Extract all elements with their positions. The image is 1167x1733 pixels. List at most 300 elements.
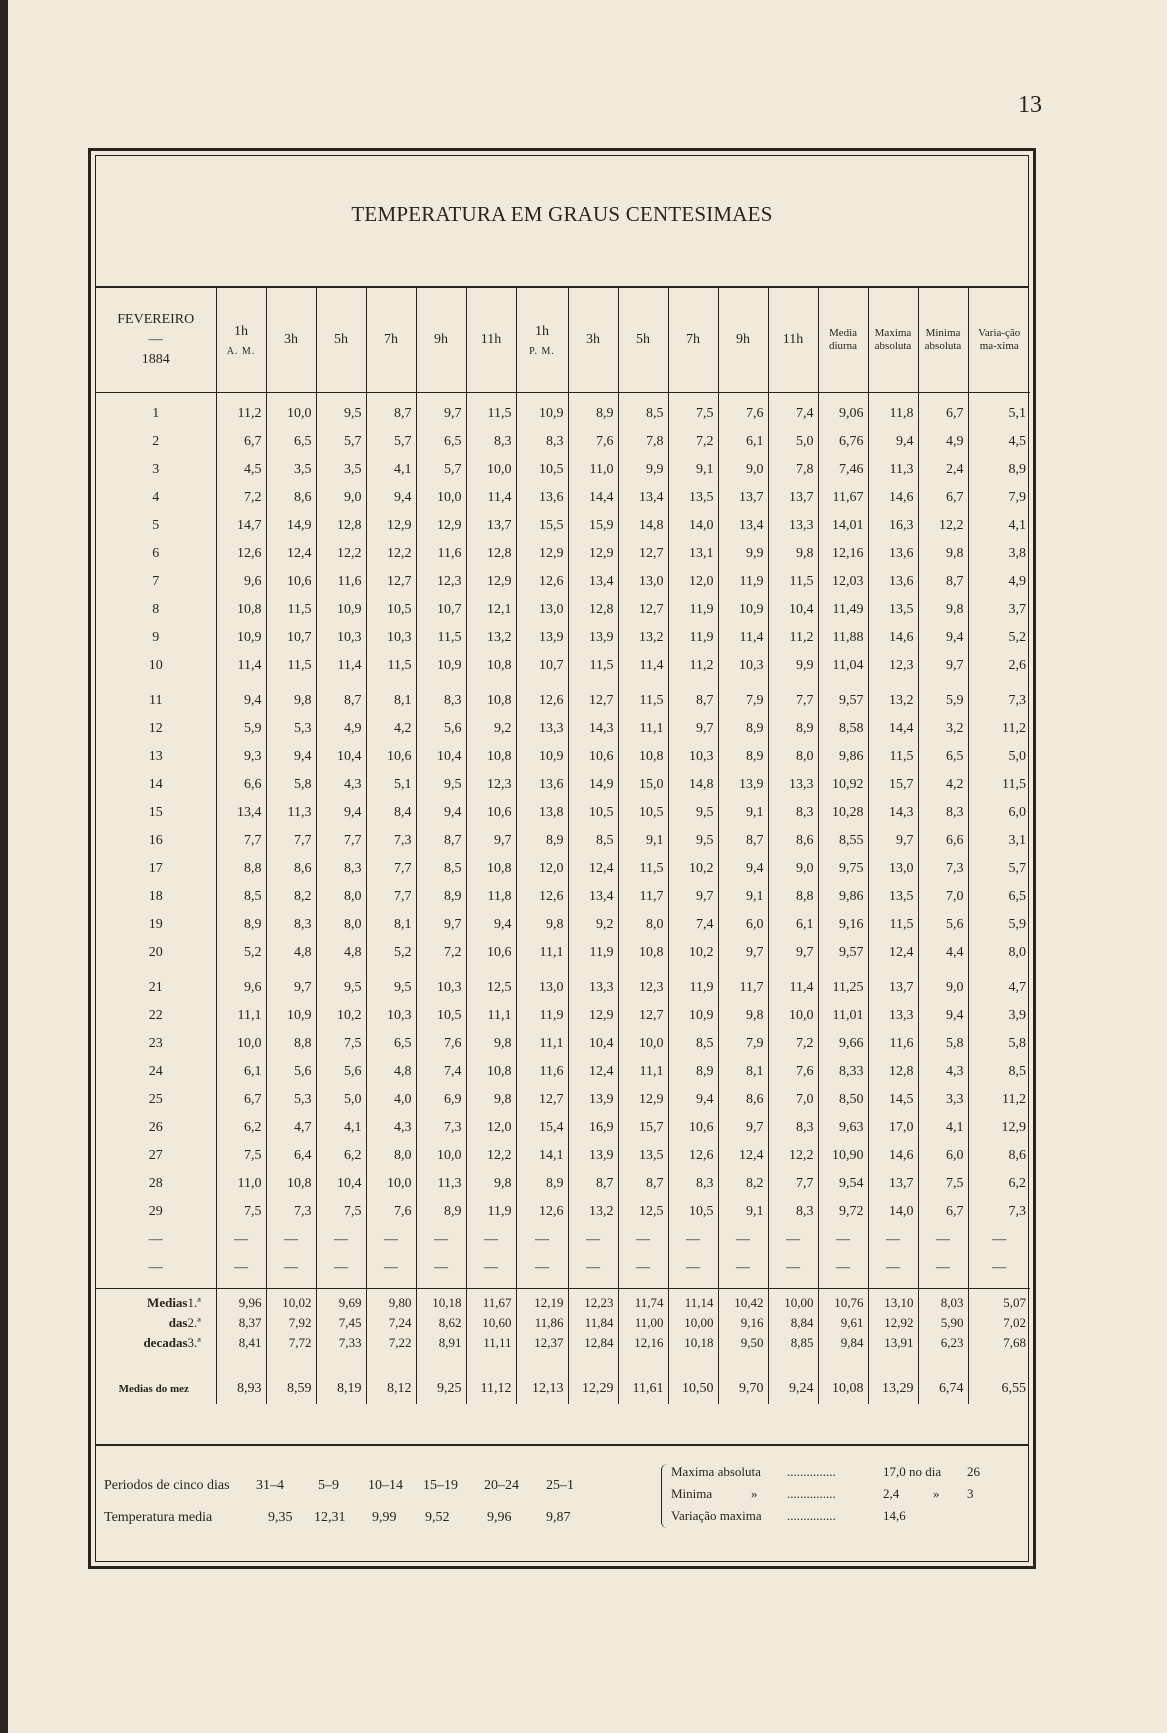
value-cell: 9,7	[718, 939, 768, 967]
spacer-cell	[718, 1360, 768, 1367]
value-cell: 11,9	[568, 939, 618, 967]
spacer-cell	[568, 1353, 618, 1360]
spacer-cell	[718, 680, 768, 687]
value-cell: 11,88	[818, 624, 868, 652]
spacer-cell	[216, 1367, 266, 1374]
period-temp: 9,87	[546, 1510, 571, 1525]
decade-value: 10,42	[718, 1293, 768, 1313]
dash-cell: —	[768, 1226, 818, 1254]
table-row	[96, 687, 1030, 715]
dash-cell: —	[718, 1254, 768, 1282]
decade-value: 11,84	[568, 1313, 618, 1333]
month-mean-value: 9,24	[768, 1374, 818, 1404]
dash-cell: —	[316, 1226, 366, 1254]
column-header	[618, 288, 668, 393]
value-cell: 10,0	[266, 400, 316, 428]
column-header-label: 5h	[334, 332, 348, 347]
value-cell: 6,7	[918, 484, 968, 512]
value-cell: 5,3	[266, 1086, 316, 1114]
value-cell: 9,7	[718, 1114, 768, 1142]
value-cell: 7,7	[366, 855, 416, 883]
value-cell: 11,5	[568, 652, 618, 680]
summary-separator	[96, 1444, 1028, 1446]
value-cell: 12,3	[868, 652, 918, 680]
value-cell: 11,5	[366, 652, 416, 680]
spacer-cell	[768, 680, 818, 687]
value-cell: 6,6	[216, 771, 266, 799]
decade-value: 7,92	[266, 1313, 316, 1333]
value-cell: 5,8	[918, 1030, 968, 1058]
value-cell: 9,06	[818, 400, 868, 428]
value-cell: 8,6	[718, 1086, 768, 1114]
value-cell: 6,5	[968, 883, 1030, 911]
table-row	[96, 974, 1030, 1002]
day-cell: 11	[149, 693, 163, 708]
value-cell: 10,8	[466, 652, 516, 680]
value-cell: 12,7	[618, 540, 668, 568]
value-cell: 5,6	[266, 1058, 316, 1086]
dash-cell: —	[366, 1226, 416, 1254]
decade-value: 11,14	[668, 1293, 718, 1313]
column-header-period: A. M.	[226, 345, 256, 357]
spacer-cell	[668, 1367, 718, 1374]
value-cell: 11,25	[818, 974, 868, 1002]
value-cell: 9,6	[216, 974, 266, 1002]
spacer-cell	[416, 1367, 466, 1374]
extreme-min-day: 3	[967, 1486, 974, 1501]
value-cell: 12,6	[668, 1142, 718, 1170]
column-header-label: Varia-ção ma-xima	[978, 327, 1021, 352]
value-cell: 4,1	[968, 512, 1030, 540]
day-cell: 16	[148, 833, 163, 848]
column-header	[516, 288, 568, 393]
value-cell: 12,1	[466, 596, 516, 624]
decade-value: 5,07	[968, 1293, 1030, 1313]
spacer-cell	[868, 680, 918, 687]
extreme-min-value: 2,4	[883, 1486, 900, 1501]
table-row	[96, 512, 1030, 540]
value-cell: 4,2	[366, 715, 416, 743]
value-cell: 11,3	[266, 799, 316, 827]
decade-value: 9,96	[216, 1293, 266, 1313]
dash-cell: —	[668, 1226, 718, 1254]
spacer-cell	[868, 967, 918, 974]
value-cell: 12,3	[618, 974, 668, 1002]
table-row	[96, 1058, 1030, 1086]
value-cell: 12,2	[918, 512, 968, 540]
value-cell: 7,7	[768, 1170, 818, 1198]
day-cell: 25	[148, 1092, 163, 1107]
value-cell: 11,4	[768, 974, 818, 1002]
decade-ordinal: 3.ª	[187, 1335, 201, 1350]
value-cell: 14,1	[516, 1142, 568, 1170]
dash-cell: —	[768, 1254, 818, 1282]
value-cell: 6,9	[416, 1086, 466, 1114]
value-cell: 11,1	[516, 1030, 568, 1058]
value-cell: 5,9	[216, 715, 266, 743]
spacer-cell	[416, 680, 466, 687]
value-cell: 9,7	[768, 939, 818, 967]
value-cell: 4,9	[316, 715, 366, 743]
column-header-label: Media diurna	[828, 327, 858, 352]
value-cell: 7,0	[918, 883, 968, 911]
day-cell: 8	[152, 602, 160, 617]
value-cell: 13,3	[868, 1002, 918, 1030]
value-cell: 11,5	[868, 743, 918, 771]
value-cell: 12,9	[366, 512, 416, 540]
value-cell: 9,3	[216, 743, 266, 771]
value-cell: 7,3	[416, 1114, 466, 1142]
value-cell: 11,2	[216, 400, 266, 428]
value-cell: 8,8	[768, 883, 818, 911]
month-means-label: Medias do mez	[118, 1383, 189, 1395]
value-cell: 3,2	[918, 715, 968, 743]
value-cell: 3,1	[968, 827, 1030, 855]
value-cell: 9,1	[718, 1198, 768, 1226]
value-cell: 4,9	[968, 568, 1030, 596]
value-cell: 7,2	[668, 428, 718, 456]
value-cell: 12,6	[216, 540, 266, 568]
value-cell: 8,1	[366, 687, 416, 715]
value-cell: 4,2	[918, 771, 968, 799]
value-cell: 8,3	[516, 428, 568, 456]
decade-value: 12,84	[568, 1333, 618, 1353]
value-cell: 16,3	[868, 512, 918, 540]
value-cell: 11,1	[618, 1058, 668, 1086]
spacer-cell	[618, 393, 668, 401]
value-cell: 11,1	[618, 715, 668, 743]
value-cell: 13,1	[668, 540, 718, 568]
extreme-max-label: Maxima absoluta	[671, 1464, 761, 1479]
value-cell: 5,8	[266, 771, 316, 799]
value-cell: 10,8	[466, 743, 516, 771]
value-cell: 10,3	[416, 974, 466, 1002]
value-cell: 9,4	[668, 1086, 718, 1114]
dash-cell: —	[618, 1226, 668, 1254]
spacer-cell	[968, 393, 1030, 401]
value-cell: 5,6	[416, 715, 466, 743]
spacer-cell	[868, 393, 918, 401]
value-cell: 13,4	[568, 883, 618, 911]
value-cell: 13,7	[768, 484, 818, 512]
value-cell: 11,1	[466, 1002, 516, 1030]
value-cell: 13,2	[568, 1198, 618, 1226]
value-cell: 12,16	[818, 540, 868, 568]
value-cell: 6,5	[918, 743, 968, 771]
value-cell: 13,5	[668, 484, 718, 512]
spacer-cell	[466, 393, 516, 401]
value-cell: 12,3	[416, 568, 466, 596]
value-cell: 9,4	[316, 799, 366, 827]
value-cell: 8,1	[718, 1058, 768, 1086]
decade-value: 9,69	[316, 1293, 366, 1313]
value-cell: 10,0	[618, 1030, 668, 1058]
period-temp-label: Temperatura media	[104, 1510, 213, 1525]
value-cell: 13,4	[718, 512, 768, 540]
value-cell: 9,75	[818, 855, 868, 883]
spacer-cell	[568, 393, 618, 401]
dash-cell: —	[466, 1226, 516, 1254]
value-cell: 3,7	[968, 596, 1030, 624]
spacer-cell	[768, 1367, 818, 1374]
value-cell: 9,8	[768, 540, 818, 568]
value-cell: 8,0	[618, 911, 668, 939]
table-row	[96, 1198, 1030, 1226]
value-cell: 11,5	[466, 400, 516, 428]
dash-cell: —	[516, 1226, 568, 1254]
value-cell: 8,3	[768, 1198, 818, 1226]
value-cell: 8,5	[668, 1030, 718, 1058]
value-cell: 8,50	[818, 1086, 868, 1114]
spacer-cell	[316, 1353, 366, 1360]
value-cell: 11,6	[868, 1030, 918, 1058]
value-cell: 6,6	[918, 827, 968, 855]
spacer-cell	[768, 1360, 818, 1367]
dash-cell: —	[868, 1254, 918, 1282]
value-cell: 9,5	[668, 827, 718, 855]
decade-value: 9,50	[718, 1333, 768, 1353]
value-cell: 4,3	[366, 1114, 416, 1142]
value-cell: 5,2	[216, 939, 266, 967]
column-header-label: 9h	[736, 332, 750, 347]
decade-row	[96, 1333, 1030, 1353]
decade-value: 12,37	[516, 1333, 568, 1353]
period-temp: 9,35	[268, 1510, 293, 1525]
spacer-cell	[466, 1360, 516, 1367]
extreme-var-value: 14,6	[883, 1508, 906, 1523]
decade-value: 12,16	[618, 1333, 668, 1353]
value-cell: 13,7	[466, 512, 516, 540]
spacer-cell	[266, 1367, 316, 1374]
value-cell: 7,7	[266, 827, 316, 855]
month-mean-value: 8,59	[266, 1374, 316, 1404]
spacer-cell	[868, 1353, 918, 1360]
value-cell: 12,7	[618, 596, 668, 624]
value-cell: 3,8	[968, 540, 1030, 568]
table-row	[96, 799, 1030, 827]
value-cell: 8,2	[718, 1170, 768, 1198]
day-cell: 2	[152, 434, 160, 449]
value-cell: 10,5	[366, 596, 416, 624]
value-cell: 8,3	[466, 428, 516, 456]
value-cell: 9,8	[516, 911, 568, 939]
column-header-label: Maxima absoluta	[874, 327, 912, 352]
day-cell: 10	[148, 658, 163, 673]
column-header-label: 1h	[234, 323, 248, 339]
spacer-cell	[96, 1367, 216, 1374]
value-cell: 9,8	[266, 687, 316, 715]
spacer-cell	[366, 393, 416, 401]
value-cell: 13,8	[516, 799, 568, 827]
value-cell: 10,9	[316, 596, 366, 624]
table-row	[96, 1142, 1030, 1170]
value-cell: 7,4	[668, 911, 718, 939]
value-cell: 10,9	[416, 652, 466, 680]
value-cell: 12,6	[516, 568, 568, 596]
spacer-cell	[918, 1360, 968, 1367]
value-cell: 13,3	[516, 715, 568, 743]
value-cell: 8,5	[416, 855, 466, 883]
table-row	[96, 624, 1030, 652]
table-row	[96, 883, 1030, 911]
value-cell: 8,7	[366, 400, 416, 428]
column-header	[868, 288, 918, 393]
column-header	[216, 288, 266, 393]
value-cell: 2,4	[918, 456, 968, 484]
value-cell: 4,7	[266, 1114, 316, 1142]
value-cell: 13,5	[868, 883, 918, 911]
value-cell: 8,8	[216, 855, 266, 883]
value-cell: 8,7	[416, 827, 466, 855]
decade-value: 8,03	[918, 1293, 968, 1313]
decade-value: 8,41	[216, 1333, 266, 1353]
value-cell: 14,4	[868, 715, 918, 743]
decade-value: 7,22	[366, 1333, 416, 1353]
value-cell: 8,9	[416, 1198, 466, 1226]
spacer-cell	[366, 1353, 416, 1360]
period-temp: 9,99	[372, 1510, 397, 1525]
month-mean-value: 6,74	[918, 1374, 968, 1404]
spacer-cell	[568, 680, 618, 687]
value-cell: 6,2	[216, 1114, 266, 1142]
value-cell: 15,9	[568, 512, 618, 540]
value-cell: 13,5	[618, 1142, 668, 1170]
value-cell: 8,6	[768, 827, 818, 855]
spacer-cell	[668, 680, 718, 687]
value-cell: 9,6	[216, 568, 266, 596]
spacer-cell	[668, 967, 718, 974]
value-cell: 12,9	[568, 540, 618, 568]
day-cell: 14	[148, 777, 163, 792]
column-header	[266, 288, 316, 393]
value-cell: 12,2	[316, 540, 366, 568]
value-cell: 11,2	[768, 624, 818, 652]
value-cell: 11,2	[668, 652, 718, 680]
spacer-cell	[968, 1353, 1030, 1360]
extremes-brace	[661, 1464, 668, 1528]
value-cell: 7,3	[266, 1198, 316, 1226]
value-cell: 11,6	[316, 568, 366, 596]
value-cell: 5,7	[316, 428, 366, 456]
day-cell: 17	[148, 861, 163, 876]
table-row	[96, 1114, 1030, 1142]
decade-row	[96, 1313, 1030, 1333]
value-cell: 9,4	[366, 484, 416, 512]
decade-value: 9,80	[366, 1293, 416, 1313]
value-cell: 12,9	[618, 1086, 668, 1114]
value-cell: 12,2	[768, 1142, 818, 1170]
value-cell: 11,3	[868, 456, 918, 484]
decade-label	[96, 1333, 216, 1353]
value-cell: 10,0	[416, 1142, 466, 1170]
dash-cell: —	[618, 1254, 668, 1282]
column-header	[366, 288, 416, 393]
value-cell: 11,9	[718, 568, 768, 596]
value-cell: 11,6	[516, 1058, 568, 1086]
value-cell: 13,9	[718, 771, 768, 799]
value-cell: 5,0	[768, 428, 818, 456]
value-cell: 12,2	[466, 1142, 516, 1170]
value-cell: 9,0	[718, 456, 768, 484]
spacer-cell	[266, 1353, 316, 1360]
value-cell: 9,72	[818, 1198, 868, 1226]
value-cell: 9,54	[818, 1170, 868, 1198]
value-cell: 5,9	[968, 911, 1030, 939]
value-cell: 8,9	[768, 715, 818, 743]
dash-cell: —	[968, 1226, 1030, 1254]
decade-value: 10,02	[266, 1293, 316, 1313]
value-cell: 15,7	[868, 771, 918, 799]
dash-cell: —	[148, 1260, 163, 1275]
value-cell: 8,3	[266, 911, 316, 939]
column-header-label: 11h	[782, 332, 804, 347]
value-cell: 14,5	[868, 1086, 918, 1114]
day-cell: 20	[148, 945, 163, 960]
value-cell: 2,6	[968, 652, 1030, 680]
month-mean-value: 12,29	[568, 1374, 618, 1404]
value-cell: 14,0	[668, 512, 718, 540]
value-cell: 10,3	[316, 624, 366, 652]
value-cell: 14,6	[868, 484, 918, 512]
value-cell: 8,0	[968, 939, 1030, 967]
value-cell: 12,4	[868, 939, 918, 967]
value-cell: 10,8	[466, 1058, 516, 1086]
spacer-cell	[366, 680, 416, 687]
spacer-cell	[366, 1367, 416, 1374]
value-cell: 8,7	[316, 687, 366, 715]
table-row	[96, 428, 1030, 456]
value-cell: 13,3	[568, 974, 618, 1002]
extreme-min-label: Minima	[671, 1486, 713, 1501]
value-cell: 12,7	[618, 1002, 668, 1030]
column-header	[568, 288, 618, 393]
value-cell: 13,9	[516, 624, 568, 652]
value-cell: 5,6	[316, 1058, 366, 1086]
spacer-cell	[516, 1367, 568, 1374]
year: 1884	[141, 352, 170, 367]
page-number: 13	[1018, 92, 1042, 118]
period-temp: 9,96	[487, 1510, 512, 1525]
value-cell: 13,9	[568, 624, 618, 652]
spacer-cell	[516, 967, 568, 974]
spacer-cell	[718, 1353, 768, 1360]
month-mean-value: 10,08	[818, 1374, 868, 1404]
value-cell: 8,5	[216, 883, 266, 911]
spacer-cell	[466, 967, 516, 974]
dash-cell: —	[818, 1226, 868, 1254]
table-row	[96, 456, 1030, 484]
value-cell: 10,0	[768, 1002, 818, 1030]
temperature-table	[96, 288, 1030, 1404]
value-cell: 10,8	[466, 855, 516, 883]
value-cell: 10,6	[366, 743, 416, 771]
value-cell: 5,2	[968, 624, 1030, 652]
value-cell: 6,5	[416, 428, 466, 456]
month-mean-value: 11,61	[618, 1374, 668, 1404]
value-cell: 10,4	[316, 743, 366, 771]
value-cell: 13,4	[618, 484, 668, 512]
spacer-cell	[818, 1353, 868, 1360]
value-cell: 10,9	[516, 743, 568, 771]
value-cell: 9,0	[918, 974, 968, 1002]
value-cell: 7,9	[718, 687, 768, 715]
decade-value: 8,85	[768, 1333, 818, 1353]
value-cell: 7,7	[316, 827, 366, 855]
column-header	[466, 288, 516, 393]
value-cell: 8,0	[316, 883, 366, 911]
column-header-label: Minima absoluta	[924, 327, 962, 352]
value-cell: 4,8	[366, 1058, 416, 1086]
